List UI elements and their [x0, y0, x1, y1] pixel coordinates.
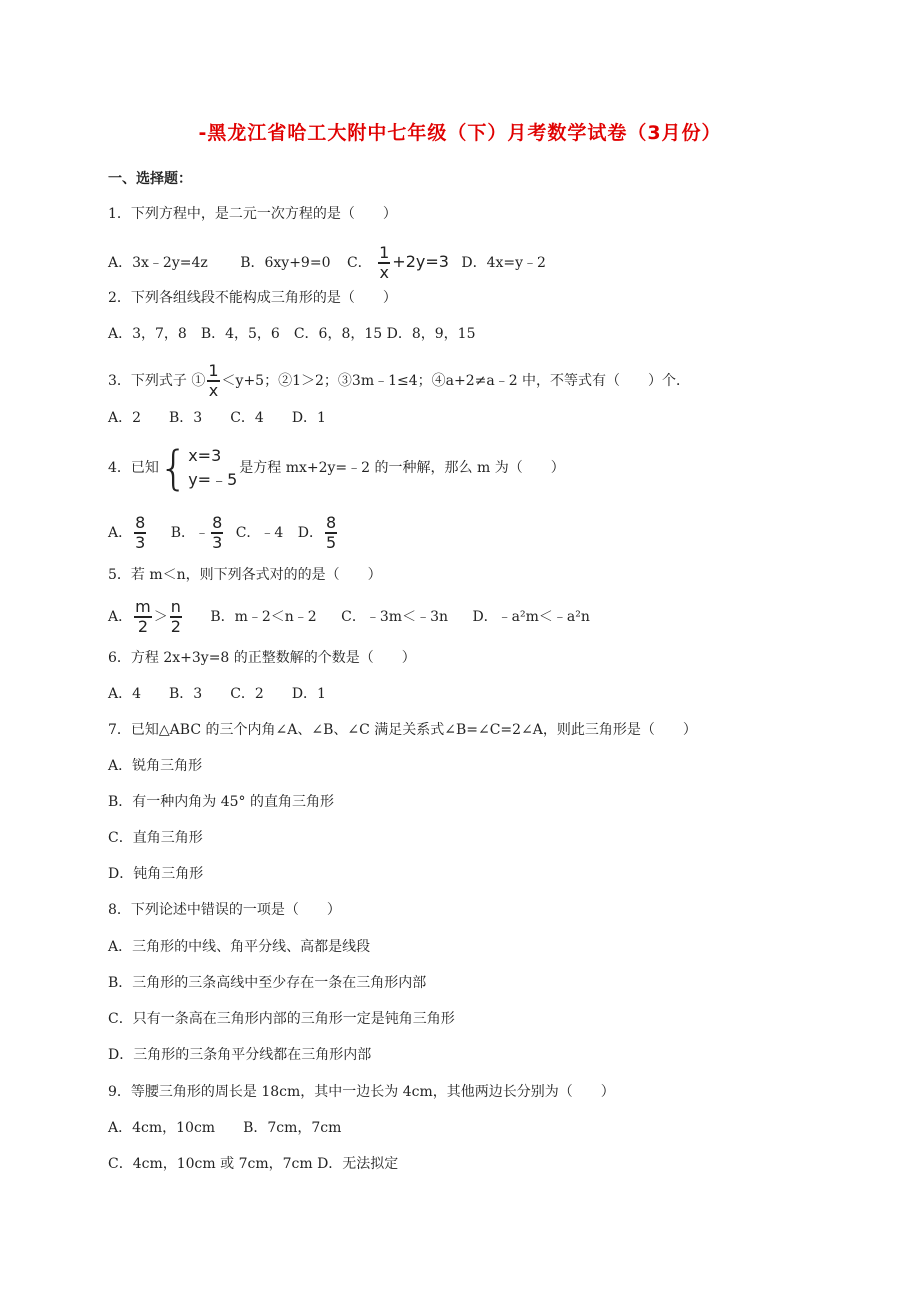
q5-option-c: C．﹣3m＜﹣3n	[341, 609, 448, 625]
section-heading: 一、选择题：	[108, 171, 192, 187]
q1-option-c-fraction: $\frac{1}{x}$	[379, 243, 390, 282]
q5-option-b: B．m﹣2＜n﹣2	[210, 609, 317, 625]
q4-option-b-fraction: $\frac{8}{3}$	[212, 513, 223, 552]
question-4-stem	[108, 441, 565, 495]
q4-option-a-fraction: $\frac{8}{3}$	[135, 513, 146, 552]
q8-option-c: C．只有一条高在三角形内部的三角形一定是钝角三角形	[108, 1011, 455, 1027]
question-4-options	[108, 514, 339, 552]
question-6-stem: 6．方程 2x+3y=8 的正整数解的个数是（ ）	[108, 650, 416, 666]
q5-option-a-fraction-2: $\frac{n}{2}$	[170, 597, 181, 636]
q4-option-b-label: B．﹣	[170, 525, 210, 541]
question-3-options: A．2 B．3 C．4 D．1	[108, 410, 326, 426]
question-5-stem: 5．若 m＜n，则下列各式对的的是（ ）	[108, 567, 382, 583]
q4-prefix: 4．已知	[108, 460, 159, 476]
q4-option-d-label: D．	[297, 525, 324, 541]
question-1-stem: 1．下列方程中，是二元一次方程的是（ ）	[108, 206, 397, 222]
q3-prefix: 3．下列式子 ①	[108, 373, 206, 389]
q1-option-b: B．6xy+9=0	[240, 255, 331, 271]
q5-option-a-label: A．	[108, 609, 133, 625]
q5-option-d: D．﹣a²m＜﹣a²n	[472, 609, 590, 625]
q1-option-c-label: C．	[346, 255, 372, 271]
question-1-options	[108, 244, 546, 282]
q3-suffix: ＜y+5；②1＞2；③3m﹣1≤4；④a+2≠a﹣2 中，不等式有（ ）个．	[221, 373, 691, 389]
question-9-stem: 9．等腰三角形的周长是 18cm，其中一边长为 4cm，其他两边长分别为（ ）	[108, 1084, 615, 1100]
q7-option-d: D．钝角三角形	[108, 866, 204, 882]
q4-equation-system: { x=3 y=﹣5	[158, 441, 238, 495]
question-8-stem: 8．下列论述中错误的一项是（ ）	[108, 902, 341, 918]
q8-option-d: D．三角形的三条角平分线都在三角形内部	[108, 1047, 372, 1063]
q1-option-c-rest: +2y=3	[392, 252, 449, 271]
q5-option-a-operator: ＞	[153, 609, 168, 625]
q1-option-a: A．3x﹣2y=4z	[108, 255, 208, 271]
q4-option-a-label: A．	[108, 525, 133, 541]
q9-options-cd: C．4cm，10cm 或 7cm，7cm D．无法拟定	[108, 1156, 399, 1172]
q8-option-a: A．三角形的中线、角平分线、高都是线段	[108, 939, 371, 955]
page-title: -黑龙江省哈工大附中七年级（下）月考数学试卷（3月份）	[198, 122, 722, 144]
question-6-options: A．4 B．3 C．2 D．1	[108, 686, 326, 702]
q8-option-b: B．三角形的三条高线中至少存在一条在三角形内部	[108, 975, 427, 991]
q5-option-a-fraction-1: $\frac{m}{2}$	[135, 597, 151, 636]
q4-suffix: 是方程 mx+2y=﹣2 的一种解，那么 m 为（ ）	[239, 460, 565, 476]
question-7-stem: 7．已知△ABC 的三个内角∠A、∠B、∠C 满足关系式∠B=∠C=2∠A，则此三角形是（ ）	[108, 722, 697, 738]
q1-option-d: D．4x=y﹣2	[461, 255, 546, 271]
question-2-stem: 2．下列各组线段不能构成三角形的是（ ）	[108, 290, 397, 306]
q4-option-c: C．﹣4	[235, 525, 284, 541]
q4-option-d-fraction: $\frac{8}{5}$	[326, 513, 337, 552]
question-3-stem	[108, 362, 690, 400]
q7-option-b: B．有一种内角为 45° 的直角三角形	[108, 794, 335, 810]
question-5-options	[108, 598, 590, 636]
q3-fraction: $\frac{1}{x}$	[208, 361, 219, 400]
question-2-options: A．3，7，8 B．4，5，6 C．6，8，15 D．8，9，15	[108, 326, 476, 342]
q7-option-a: A．锐角三角形	[108, 758, 203, 774]
q9-options-ab: A．4cm，10cm B．7cm，7cm	[108, 1120, 342, 1136]
q7-option-c: C．直角三角形	[108, 830, 203, 846]
